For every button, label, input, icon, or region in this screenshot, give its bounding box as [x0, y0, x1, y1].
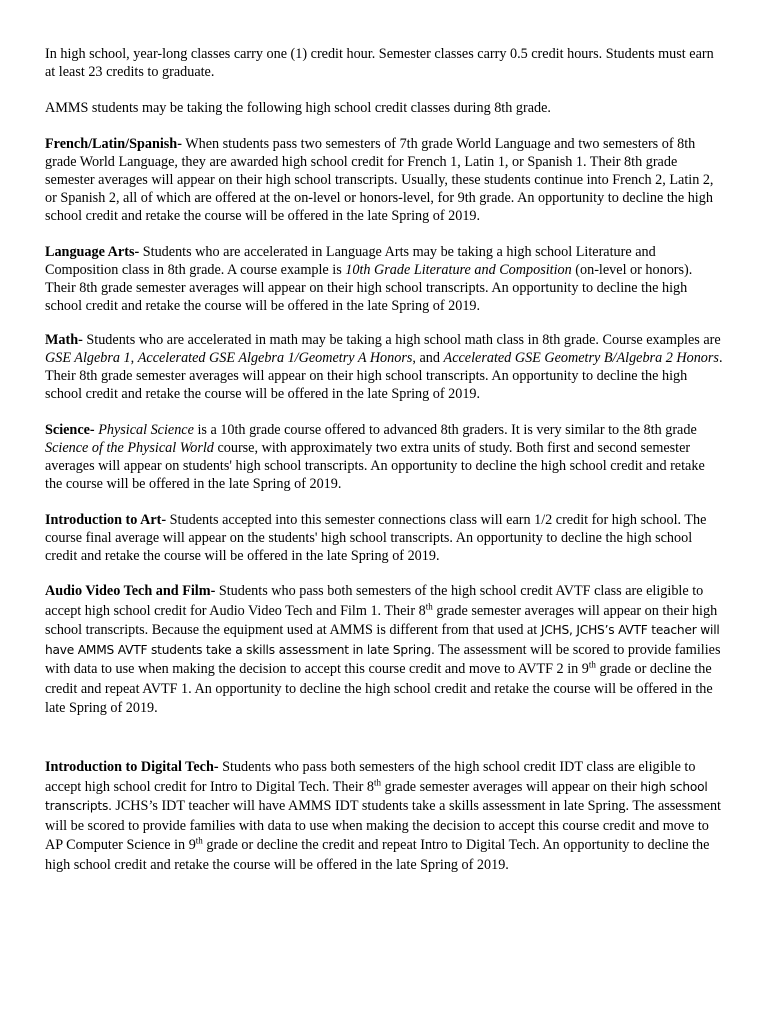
intro-amms-note — [45, 100, 723, 118]
separator-text: , and — [412, 349, 444, 366]
handwritten-style-text: high school transcripts. — [45, 779, 708, 813]
section-body: Students who are accelerated in Language Arts may be taking a high school Literature and Composition class in 8th grade. A course example is — [45, 244, 656, 278]
separator-text: , — [130, 349, 138, 366]
section-math — [45, 332, 723, 404]
course-name: Accelerated GSE Geometry B/Algebra 2 Honors — [443, 349, 719, 366]
section-body: grade semester averages will appear on their — [381, 778, 641, 795]
section-body: The assessment will be scored to provide families with data to use when making the decision to accept this course credit and move to AVTF 2 in 9 — [45, 641, 721, 677]
amms-note-text: AMMS students may be taking the following high school credit classes during 8th grade. — [45, 100, 551, 116]
section-body: (on-level or honors). Their 8th grade semester averages will appear on their high school transcripts. An opportunity to decline the high school credit and retake the course will be offered in the late Spring of 2019. — [45, 261, 693, 314]
section-heading: Audio Video Tech and Film- — [45, 583, 216, 599]
course-name: 10th Grade Literature and Composition — [345, 261, 572, 278]
section-body: course, with approximately two extra units of study. Both first and second semester averages will appear on students' high school transcripts. An opportunity to decline the high school credit and retake the course will be offered in the late Spring of 2019. — [45, 439, 705, 492]
course-name: Accelerated GSE Algebra 1/Geometry A Honors — [137, 349, 413, 366]
section-heading: Math- — [45, 332, 83, 348]
credit-rules-text: In high school, year-long classes carry one (1) credit hour. Semester classes carry 0.5 credit hours. Students must earn at least 23 credits to graduate. — [45, 46, 714, 80]
section-language-arts — [45, 244, 723, 316]
section-body: JCHS’s IDT teacher will have AMMS IDT students take a skills assessment in late Spring. The assessment will be scored to provide families with data to use when making the decision to accept this course credit and move to AP Computer Science in 9 — [45, 798, 721, 853]
section-heading: Science- — [45, 422, 95, 438]
section-world-language — [45, 136, 723, 226]
section-heading: Introduction to Art- — [45, 512, 167, 528]
superscript: th — [588, 659, 596, 670]
section-body: When students pass two semesters of 7th grade World Language and two semesters of 8th grade World Language, they are awarded high school credit for French 1, Latin 1, or Spanish 1. Their 8th grade semester averages will appear on their high school transcripts. Usually, these students continue into French 2, Latin 2, or Spanish 2, all of which are offered at the on-level or honors-level, for 9th grade. An opportunity to decline the high school credit and retake the course will be offered in the late Spring of 2019. — [45, 136, 714, 224]
section-body: grade semester averages will appear on their high school transcripts. Because the equipment used at AMMS is different from that used at — [45, 602, 718, 638]
section-heading: Language Arts- — [45, 244, 140, 260]
superscript: th — [195, 835, 203, 846]
section-body: grade or decline the credit and repeat AVTF 1. An opportunity to decline the high school credit and retake the course will be offered in the late Spring of 2019. — [45, 661, 713, 716]
section-heading: French/Latin/Spanish- — [45, 136, 182, 152]
section-science — [45, 422, 723, 494]
course-name: Science of the Physical World — [45, 439, 214, 456]
section-intro-art — [45, 512, 723, 566]
section-body: Students accepted into this semester connections class will earn 1/2 credit for high school. The course final average will appear on the students' high school transcripts. An opportunity to decline the high school credit and retake the course will be offered in the late Spring of 2019. — [45, 512, 707, 564]
handwritten-style-text: JCHS, JCHS’s AVTF teacher will have AMMS AVTF students take a skills assessment in late Spring. — [45, 623, 720, 657]
course-name: GSE Algebra 1 — [45, 349, 131, 366]
section-heading: Introduction to Digital Tech- — [45, 759, 219, 775]
intro-credit-rules — [45, 46, 723, 82]
section-intro-digital-tech — [45, 758, 723, 875]
course-name: Physical Science — [94, 422, 194, 438]
section-body: Students who are accelerated in math may be taking a high school math class in 8th grade. Course examples are — [82, 332, 721, 348]
section-body: grade or decline the credit and repeat Intro to Digital Tech. An opportunity to decline the high school credit and retake the course will be offered in the late Spring of 2019. — [45, 837, 710, 873]
section-body: Students who pass both semesters of the high school credit AVTF class are eligible to accept high school credit for Audio Video Tech and Film 1. Their 8 — [45, 583, 704, 619]
section-body: is a 10th grade course offered to advanced 8th graders. It is very similar to the 8th grade — [193, 422, 697, 438]
section-body: Students who pass both semesters of the high school credit IDT class are eligible to accept high school credit for Intro to Digital Tech. Their 8 — [45, 759, 696, 795]
section-avtf — [45, 582, 723, 719]
superscript: th — [425, 600, 433, 611]
superscript: th — [374, 776, 382, 787]
section-body: . Their 8th grade semester averages will appear on their high school transcripts. An opportunity to decline the high school credit and retake the course will be offered in the late Spring of 2019. — [45, 349, 723, 402]
